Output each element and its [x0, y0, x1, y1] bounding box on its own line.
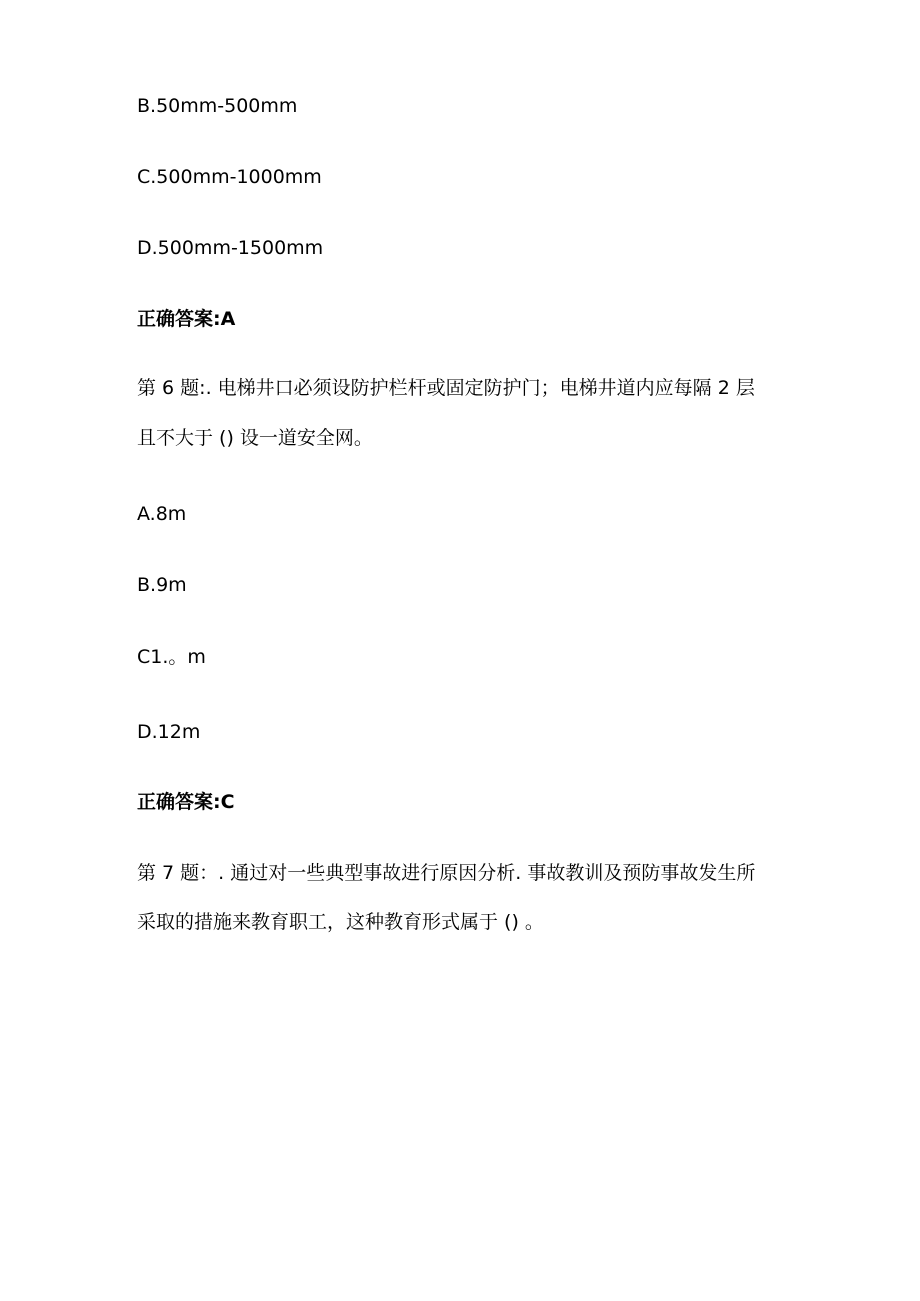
q6-answer: 正确答案:C [137, 791, 235, 813]
q7-question-line-2: 采取的措施来教育职工，这种教育形式属于 () 。 [137, 911, 544, 933]
q6-question-line-1: 第 6 题:. 电梯井口必须设防护栏杆或固定防护门；电梯井道内应每隔 2 层 [137, 377, 755, 399]
q6-option-c: C1.。m [137, 646, 206, 668]
q6-option-b: B.9m [137, 574, 187, 596]
q5-option-d: D.500mm-1500mm [137, 237, 324, 259]
q5-option-c: C.500mm-1000mm [137, 166, 322, 188]
q6-option-a: A.8m [137, 503, 187, 525]
q7-question-line-1: 第 7 题：. 通过对一些典型事故进行原因分析. 事故教训及预防事故发生所 [137, 862, 756, 884]
q6-question-line-2: 且不大于 () 设一道安全网。 [137, 427, 373, 449]
q5-answer: 正确答案:A [137, 308, 236, 330]
q5-option-b: B.50mm-500mm [137, 95, 298, 117]
q6-option-d: D.12m [137, 721, 201, 743]
